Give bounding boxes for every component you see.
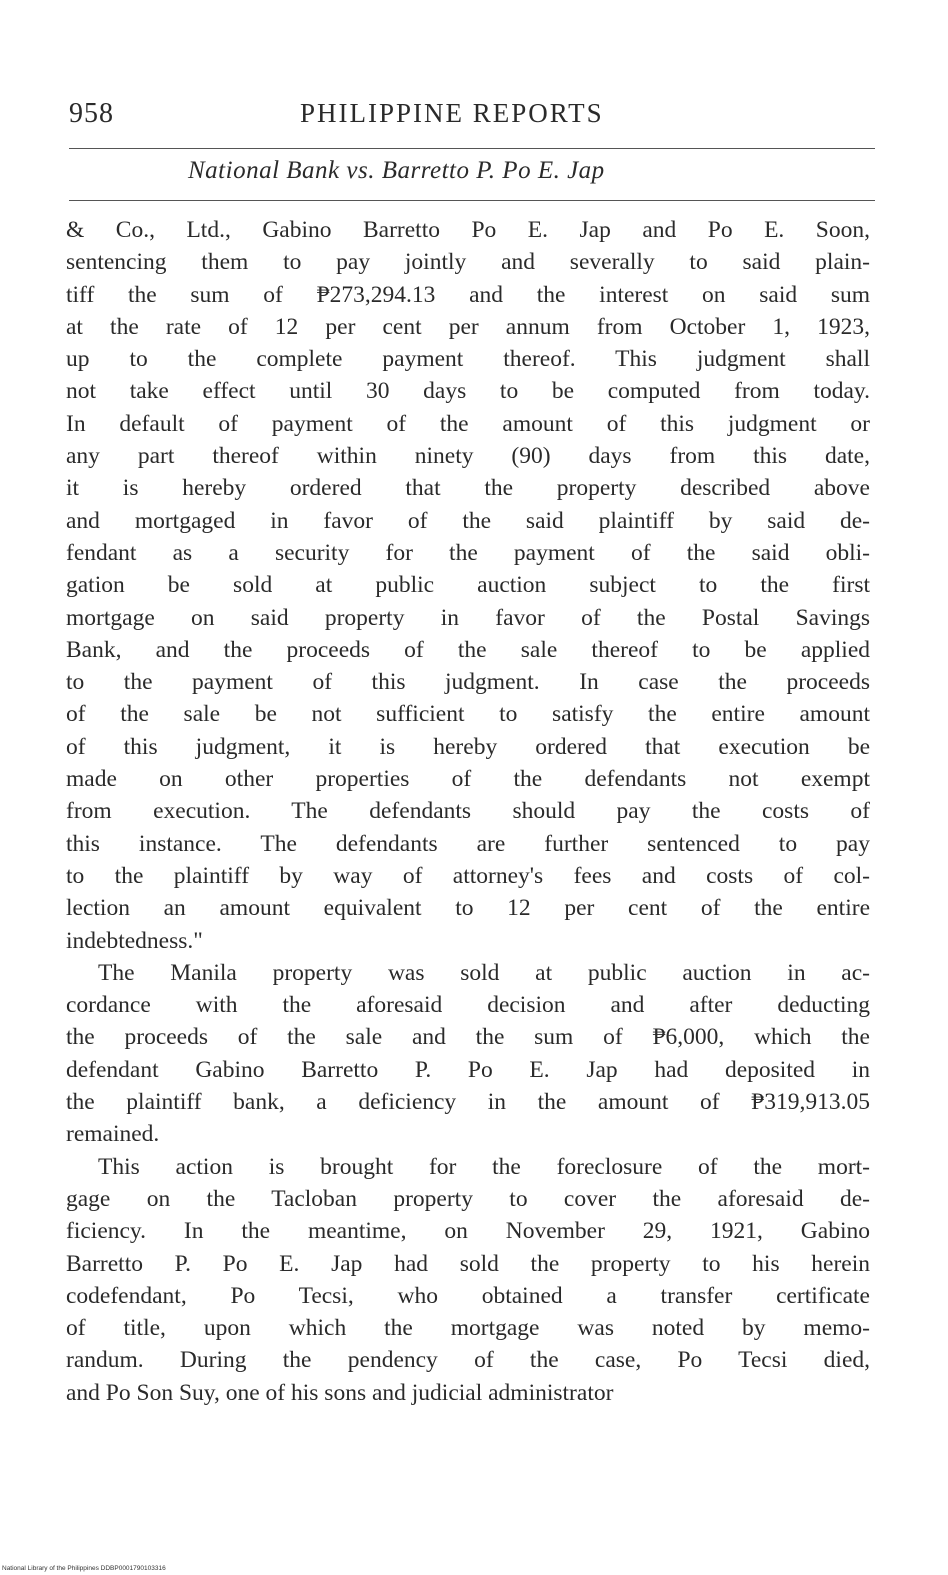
text-line: to the plaintiff by way of attorney's fees and costs of col- — [66, 862, 870, 889]
text-line: ficiency. In the meantime, on November 29, 1921, Gabino — [66, 1218, 870, 1245]
text-line: In default of payment of the amount of this judgment or — [66, 410, 870, 437]
text-line: cordance with the aforesaid decision and after deducting — [66, 992, 870, 1019]
text-line: remained. — [66, 1121, 160, 1148]
body-text — [66, 214, 870, 1409]
text-line: to the payment of this judgment. In case the proceeds — [66, 669, 870, 696]
text-line: indebtedness." — [66, 927, 203, 954]
text-line: fendant as a security for the payment of the said obli- — [66, 539, 870, 566]
text-line: tiff the sum of ₱273,294.13 and the interest on said sum — [66, 281, 870, 308]
text-line: it is hereby ordered that the property described above — [66, 475, 870, 502]
text-line: defendant Gabino Barretto P. Po E. Jap had deposited in — [66, 1056, 870, 1083]
text-line: not take effect until 30 days to be computed from today. — [66, 378, 870, 405]
text-line: up to the complete payment thereof. This judgment shall — [66, 346, 870, 373]
text-line: lection an amount equivalent to 12 per cent of the entire — [66, 895, 870, 922]
text-line: the plaintiff bank, a deficiency in the amount of ₱319,913.05 — [66, 1089, 870, 1116]
page-number: 958 — [69, 98, 114, 129]
paragraph-foreclosure-action — [66, 1151, 870, 1409]
text-line: & Co., Ltd., Gabino Barretto Po E. Jap and Po E. Soon, — [66, 217, 870, 243]
running-head: PHILIPPINE REPORTS — [300, 98, 604, 128]
text-line: sentencing them to pay jointly and severally to said plain- — [66, 249, 870, 276]
text-line: Bank, and the proceeds of the sale thereof to be applied — [66, 636, 870, 663]
text-line: at the rate of 12 per cent per annum from October 1, 1923, — [66, 313, 870, 340]
text-line: Barretto P. Po E. Jap had sold the property to his herein — [66, 1250, 870, 1277]
text-line: of this judgment, it is hereby ordered that execution be — [66, 733, 870, 760]
header-rule-bottom — [69, 200, 875, 201]
text-line: The Manila property was sold at public auction in ac- — [98, 959, 870, 986]
case-title: National Bank vs. Barretto P. Po E. Jap — [188, 157, 605, 184]
paragraph-judgment-quote — [66, 214, 870, 957]
text-line: any part thereof within ninety (90) days from this date, — [66, 443, 870, 470]
text-line: mortgage on said property in favor of the Postal Savings — [66, 604, 870, 631]
text-line: of title, upon which the mortgage was noted by memo- — [66, 1315, 870, 1342]
library-stamp: National Library of the Philippines DDBP0001790103316 — [2, 1565, 166, 1572]
text-line: the proceeds of the sale and the sum of ₱6,000, which the — [66, 1024, 870, 1051]
text-line: randum. During the pendency of the case, Po Tecsi died, — [66, 1347, 870, 1374]
text-line: gage on the Tacloban property to cover the aforesaid de- — [66, 1185, 870, 1212]
text-line: gation be sold at public auction subject to the first — [66, 572, 870, 599]
text-line: and mortgaged in favor of the said plaintiff by said de- — [66, 507, 870, 534]
text-line: from execution. The defendants should pay the costs of — [66, 798, 870, 825]
text-line: and Po Son Suy, one of his sons and judicial administrator — [66, 1379, 614, 1406]
text-line: This action is brought for the foreclosure of the mort- — [98, 1153, 870, 1180]
text-line: made on other properties of the defendants not exempt — [66, 766, 870, 793]
text-line: of the sale be not sufficient to satisfy the entire amount — [66, 701, 870, 728]
header-rule-top — [69, 148, 875, 149]
paragraph-manila-property — [66, 957, 870, 1151]
text-line: this instance. The defendants are further sentenced to pay — [66, 830, 870, 857]
text-line: codefendant, Po Tecsi, who obtained a transfer certificate — [66, 1282, 870, 1309]
